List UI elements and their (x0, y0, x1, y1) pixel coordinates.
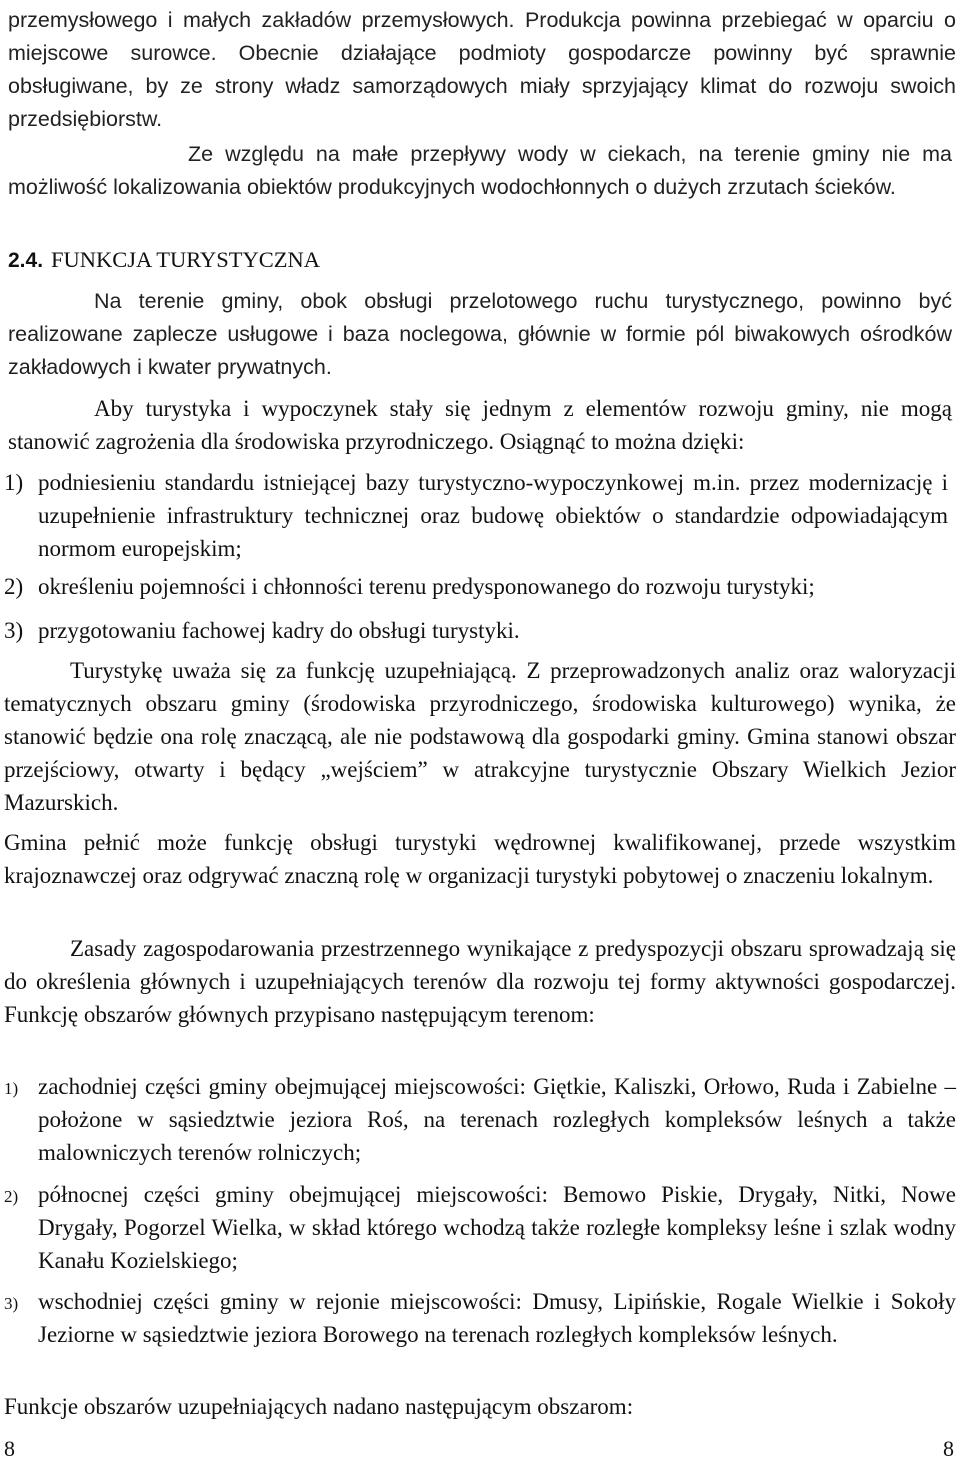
list-item (4, 466, 948, 565)
paragraph-complementary-text: Turystykę uważa się za funkcję uzupełniającą. Z przeprowadzonych analiz oraz waloryzacji tematycznych obszaru gminy (środowiska przyrodniczego, środowiska kulturowego) wynika, że stanowić będzie ona rolę znaczącą, ale nie podstawową dla gospodarki gminy. Gmina stanowi obszar przejściowy, otwarty i będący „wejściem” w atrakcyjne turystycznie Obszary Wielkich Jezior Mazurskich. (4, 658, 956, 815)
paragraph-tourism-base (8, 285, 952, 384)
list-marker: 1) (4, 1079, 19, 1098)
list-text: podniesieniu standardu istniejącej bazy turystyczno-wypoczynkowej m.in. przez modernizację i uzupełnienie infrastruktury technicznej oraz budowę obiektów o standardzie odpowiadającym normom europejskim; (38, 470, 948, 561)
section-number: 2.4. (8, 249, 44, 272)
paragraph-tourism-base-text: Na terenie gminy, obok obsługi przelotowego ruchu turystycznego, powinno być realizowane zaplecze usługowe i baza noclegowa, głównie w formie pól biwakowych ośrodków zakładowych i kwater prywatnych. (8, 289, 952, 379)
paragraph-industry: przemysłowego i małych zakładów przemysłowych. Produkcja powinna przebiegać w oparciu o miejscowe surowce. Obecnie działające podmioty gospodarcze powinny być sprawnie obsługiwane, by ze strony władz samorządowych miały sprzyjający klimat do rozwoju swoich przedsiębiorstw. (8, 8, 956, 131)
page-number-left: 8 (4, 1436, 15, 1461)
list-item (4, 614, 948, 647)
list-marker: 2) (4, 1187, 19, 1206)
section-title: FUNKCJA TURYSTYCZNA (51, 247, 321, 272)
list-marker: 3) (4, 618, 24, 643)
list-item (4, 1178, 956, 1277)
paragraph-wandering-tourism: Gmina pełnić może funkcję obsługi turystyki wędrownej kwalifikowanej, przede wszystkim krajoznawczej oraz odgrywać znaczną rolę w organizacji turystyki pobytowej o znaczeniu lokalnym. (4, 830, 956, 888)
list-text: wschodniej części gminy w rejonie miejscowości: Dmusy, Lipińskie, Rogale Wielkie i Sokoły Jeziorne w sąsiedztwie jeziora Borowego na terenach rozległych kompleksów leśnych. (38, 1289, 956, 1347)
page-number-right: 8 (943, 1436, 954, 1461)
paragraph-zoning (4, 932, 956, 1031)
list-marker: 3) (4, 1294, 19, 1313)
paragraph-zoning-text: Zasady zagospodarowania przestrzennego wynikające z predyspozycji obszaru sprowadzają się do określenia głównych i uzupełniających terenów dla rozwoju tej formy aktywności gospodarczej. Funkcję obszarów głównych przypisano następującym terenom: (4, 936, 956, 1027)
list-marker: 1) (4, 470, 24, 495)
list-text: określeniu pojemności i chłonności terenu predysponowanego do rozwoju turystyki; (38, 574, 815, 599)
paragraph-water-text: Ze względu na małe przepływy wody w ciekach, na terenie gminy nie ma możliwość lokalizowania obiektów produkcyjnych wodochłonnych o dużych zrzutach ścieków. (8, 142, 952, 199)
list-text: północnej części gminy obejmującej miejscowości: Bemowo Piskie, Drygały, Nitki, Nowe Drygały, Pogorzel Wielka, w skład którego wchodzą także rozległe kompleksy leśne i szlak wodny Kanału Kozielskiego; (38, 1182, 956, 1273)
list-text: przygotowaniu fachowej kadry do obsługi turystyki. (38, 618, 520, 643)
paragraph-tourism-goal-a: Aby turystyka i wypoczynek stały się jednym z elementów rozwoju gminy, nie mogą stanowić zagrożenia dla środowiska przyrodniczego. (8, 396, 952, 454)
paragraph-water (8, 138, 952, 204)
paragraph-complementary (4, 654, 956, 819)
list-text: zachodniej części gminy obejmującej miejscowości: Giętkie, Kaliszki, Orłowo, Ruda i Zabielne – położone w sąsiedztwie jeziora Roś, na terenach rozległych kompleksów leśnych a także malowniczych terenów rolniczych; (38, 1074, 956, 1165)
section-heading (8, 243, 952, 277)
list-marker: 2) (4, 574, 24, 599)
list-item (4, 570, 948, 603)
list-item (4, 1070, 956, 1169)
paragraph-tourism-goal-b: Osiągnąć to można dzięki: (494, 429, 745, 454)
paragraph-complementary-areas: Funkcje obszarów uzupełniających nadano następującym obszarom: (4, 1394, 634, 1419)
list-item (4, 1285, 956, 1351)
paragraph-tourism-goal (8, 392, 952, 458)
